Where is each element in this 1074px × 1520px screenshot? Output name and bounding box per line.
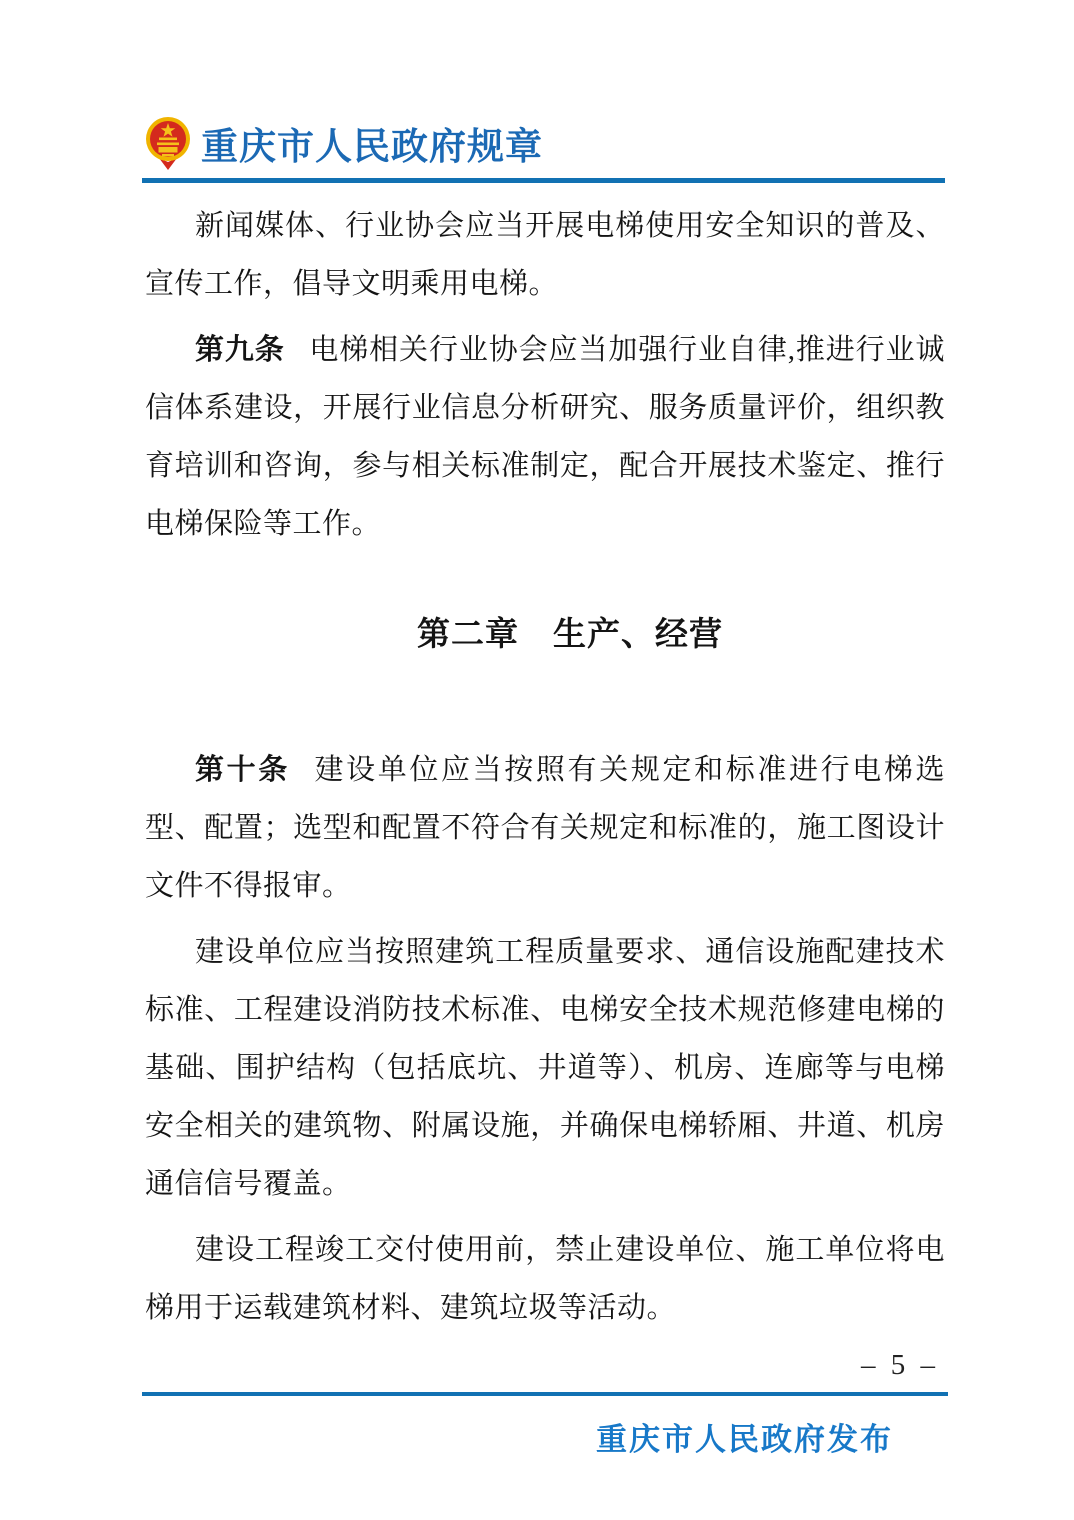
paragraph: [145, 923, 945, 1213]
article-number: 第九条: [195, 334, 285, 366]
paragraph: [145, 321, 945, 553]
article-number: 第十条: [195, 754, 290, 786]
paragraph-text: 建设单位应当按照有关规定和标准进行电梯选型、配置；选型和配置不符合有关规定和标准的，施工图设计文件不得报审。: [145, 754, 945, 902]
document-series-title: 重庆市人民政府规章: [201, 126, 543, 167]
paragraph: [145, 741, 945, 915]
footer-divider: [142, 1392, 948, 1396]
paragraph-text: 建设工程竣工交付使用前，禁止建设单位、施工单位将电梯用于运载建筑材料、建筑垃圾等活动。: [145, 1234, 945, 1324]
paragraph: [145, 197, 945, 313]
national-emblem-icon: [145, 116, 191, 170]
paragraph-text: 电梯相关行业协会应当加强行业自律,推进行业诚信体系建设，开展行业信息分析研究、服务质量评价，组织教育培训和咨询，参与相关标准制定，配合开展技术鉴定、推行电梯保险等工作。: [145, 334, 945, 540]
chapter-heading: 第二章 生产、经营: [417, 615, 723, 652]
paragraph: [145, 1221, 945, 1337]
header-divider: [142, 178, 945, 183]
publisher-label: 重庆市人民政府发布: [596, 1422, 893, 1457]
document-header: [145, 116, 1074, 170]
document-body: [145, 197, 945, 1337]
paragraph-text: 建设单位应当按照建筑工程质量要求、通信设施配建技术标准、工程建设消防技术标准、电梯安全技术规范修建电梯的基础、围护结构（包括底坑、井道等）、机房、连廊等与电梯安全相关的建筑物、附属设施，并确保电梯轿厢、井道、机房通信信号覆盖。: [145, 936, 945, 1200]
paragraph-text: 新闻媒体、行业协会应当开展电梯使用安全知识的普及、宣传工作，倡导文明乘用电梯。: [145, 210, 945, 300]
page-number: – 5 –: [861, 1349, 939, 1381]
